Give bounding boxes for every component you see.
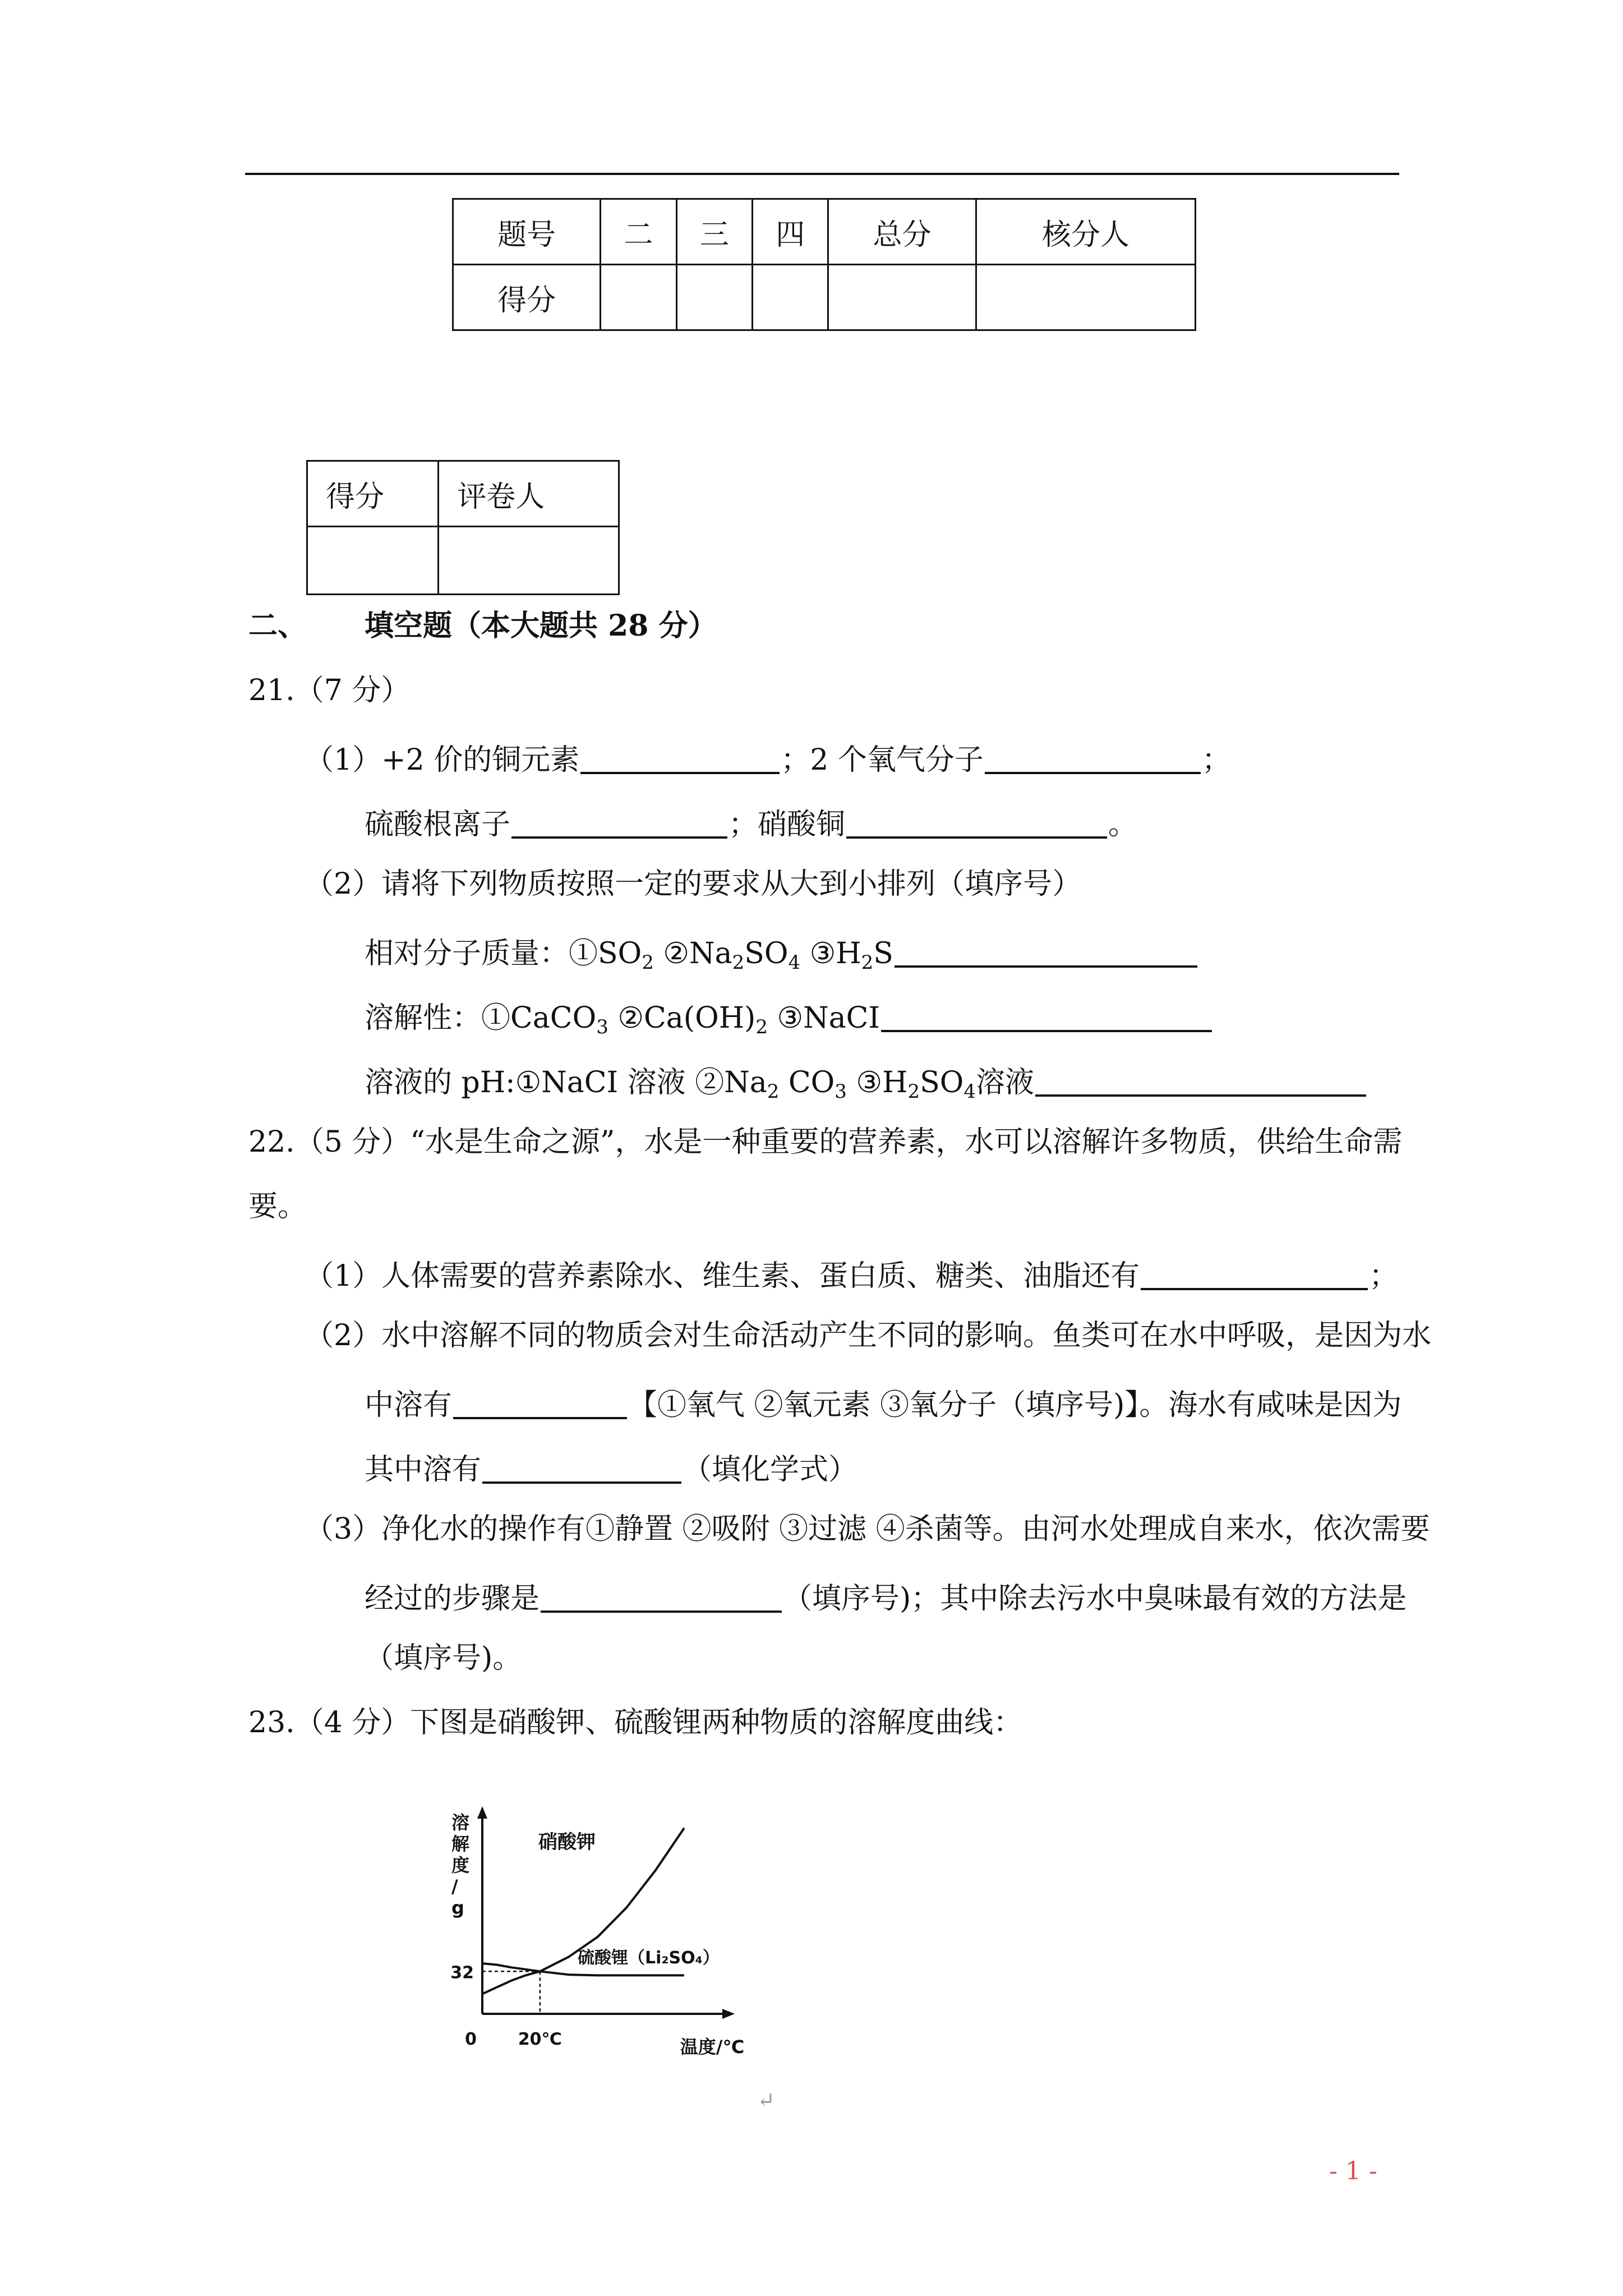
answer-blank[interactable] (881, 999, 1212, 1032)
q21-solubility-line: 溶解性：①CaCO$_3$ $②Ca(OH)_2$ ③NaCI (365, 999, 1213, 1033)
q22-part2-line2: 中溶有 【①氧气 ②氧元素 ③氧分子（填序号)】。海水有咸味是因为 (365, 1386, 1401, 1420)
y-axis-label-char: / (451, 1876, 458, 1897)
score-header-cell: 三 (676, 199, 752, 265)
score-header-cell: 二 (601, 199, 676, 265)
answer-blank[interactable] (1141, 1257, 1368, 1290)
x-axis-arrow (722, 2009, 735, 2019)
answer-blank[interactable] (511, 805, 727, 839)
series-label-0: 硝酸钾 (538, 1831, 596, 1853)
score-row-label: 得分 (453, 265, 601, 330)
grader-input-cell[interactable] (439, 527, 619, 595)
q22-part1: （1）人体需要的营养素除水、维生素、蛋白质、糖类、油脂还有 ； (305, 1257, 1398, 1291)
series-label-1: 硫酸锂（Li₂SO₄） (578, 1948, 720, 1968)
score-input-cell[interactable] (753, 265, 828, 330)
answer-blank[interactable] (985, 740, 1201, 774)
answer-blank[interactable] (453, 1386, 627, 1419)
score-header-cell: 四 (753, 199, 828, 265)
x-tick-label: 20℃ (518, 2030, 562, 2049)
y-axis-arrow (477, 1806, 487, 1819)
y-axis-label-char: 溶 (451, 1812, 470, 1833)
page-number: - 1 - (1329, 2157, 1377, 2185)
origin-label: 0 (465, 2030, 477, 2049)
q23-title: 23.（4 分）下图是硝酸钾、硫酸锂两种物质的溶解度曲线： (248, 1706, 1023, 1740)
q21-part1-line1: （1）+2 价的铜元素 ；2 个氧气分子 ； (305, 740, 1231, 775)
top-rule (245, 173, 1399, 175)
q22-part2-line3: 其中溶有 （填化学式） (365, 1450, 857, 1484)
q22-intro-line2: 要。 (248, 1190, 307, 1223)
q22-part3-line2: 经过的步骤是 （填序号)；其中除去污水中臭味最有效的方法是 (365, 1579, 1407, 1613)
q22-intro-line1: 22.（5 分）“水是生命之源”，水是一种重要的营养素，水可以溶解许多物质，供给生命需 (248, 1125, 1403, 1159)
score-input-cell[interactable] (676, 265, 752, 330)
grader-table (306, 460, 620, 595)
answer-blank[interactable] (895, 934, 1197, 968)
score-input-cell[interactable] (601, 265, 676, 330)
score-header-cell: 核分人 (976, 199, 1195, 265)
answer-blank[interactable] (541, 1579, 782, 1613)
q22-part3-line3: （填序号)。 (365, 1641, 522, 1675)
q22-part2-line1: （2）水中溶解不同的物质会对生命活动产生不同的影响。鱼类可在水中呼吸，是因为水 (305, 1319, 1432, 1352)
solubility-chart (426, 1801, 774, 2064)
y-tick-label: 32 (450, 1963, 474, 1983)
paragraph-mark: ↵ (757, 2088, 775, 2113)
q21-part2: （2）请将下列物质按照一定的要求从大到小排列（填序号） (305, 867, 1082, 901)
q21-mass-line: 相对分子质量：$①SO_2$ $②Na_2SO_4$ $③H_2S$ (365, 934, 1198, 968)
score-table (452, 198, 1196, 331)
section-title: 填空题（本大题共 28 分） (365, 609, 717, 643)
q21-ph-line: 溶液的 pH:①NaCI 溶液 $②Na_2$ $CO_3$ $③H_2SO_4$溶液 (365, 1063, 1367, 1097)
y-axis-label-char: 解 (451, 1833, 470, 1855)
score-header-cell: 题号 (453, 199, 601, 265)
grader-header-cell: 得分 (307, 461, 439, 527)
q21-part1-line2: 硫酸根离子 ；硝酸铜 。 (365, 805, 1137, 839)
answer-blank[interactable] (482, 1450, 681, 1484)
q22-part3-line1: （3）净化水的操作有①静置 ②吸附 ③过滤 ④杀菌等。由河水处理成自来水，依次需要 (305, 1512, 1430, 1546)
answer-blank[interactable] (580, 740, 780, 774)
score-input-cell[interactable] (828, 265, 976, 330)
answer-blank[interactable] (1035, 1063, 1366, 1097)
answer-blank[interactable] (846, 805, 1107, 839)
x-axis-label: 温度/℃ (680, 2036, 745, 2058)
score-input-cell[interactable] (976, 265, 1195, 330)
y-axis-label-char: g (451, 1897, 464, 1918)
grader-input-cell[interactable] (307, 527, 439, 595)
section-number: 二、 (248, 609, 307, 643)
score-header-cell: 总分 (828, 199, 976, 265)
q21-title: 21.（7 分） (248, 674, 411, 707)
y-axis-label-char: 度 (451, 1855, 470, 1876)
grader-header-cell: 评卷人 (439, 461, 619, 527)
